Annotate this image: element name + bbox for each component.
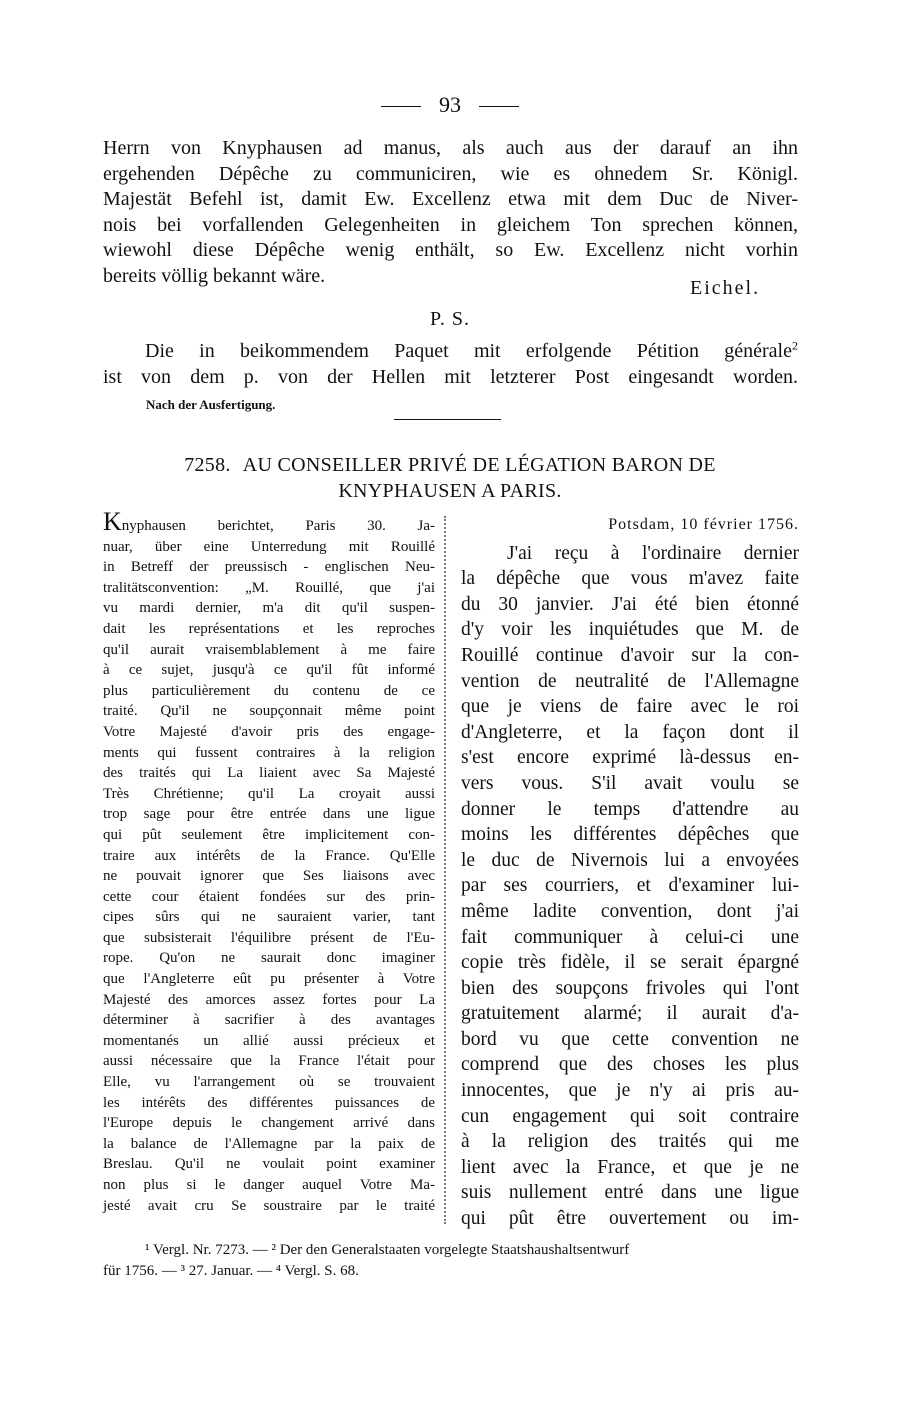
page-header	[0, 92, 900, 118]
summary-line: trop sage pour être entrée dans une ligue	[103, 806, 435, 823]
ps-paragraph	[103, 338, 798, 390]
letter-line: gratuitement alarmé; il aurait d'a-	[461, 1003, 799, 1025]
source-note: Nach der Ausfertigung.	[146, 397, 276, 412]
summary-line: non plus si le danger auquel Votre Ma-	[103, 1177, 435, 1193]
summary-column	[103, 507, 435, 1216]
document-title	[118, 452, 782, 504]
drop-initial: K	[103, 507, 122, 536]
footnote-mark: 2	[792, 338, 798, 353]
summary-line: tralitätsconvention: „M. Rouillé, que j'ai	[103, 579, 435, 596]
summary-line: Breslau. Qu'il ne voulait point examiner	[103, 1156, 435, 1173]
summary-line: jesté avait cru Se soustraire par le traité	[103, 1197, 435, 1214]
letter-line: comprend que des choses les plus	[461, 1054, 799, 1076]
ps-line: Die in beikommendem Paquet mit erfolgende Pétition générale$^2$	[145, 338, 798, 362]
letter-line: qui pût être ouvertement ou im-	[461, 1208, 799, 1230]
summary-line: ments qui fussent contraires à la religion	[103, 744, 435, 761]
summary-line: déterminer à sacrifier à des avantages	[103, 1012, 435, 1029]
letter-line: lient avec la France, et que je ne	[461, 1156, 799, 1178]
header-rule-right	[479, 106, 519, 107]
ps-line: ist von dem p. von der Hellen mit letzterer Post eingesandt worden.	[103, 366, 798, 388]
letter-line: suis nullement entré dans une ligue	[461, 1182, 799, 1204]
ps-heading: P. S.	[429, 308, 471, 330]
intro-line: ergehenden Dépêche zu communiciren, wie es ohnedem Sr. Königl.	[103, 162, 798, 185]
summary-line: que subsisterait l'équilibre présent de l'Eu-	[103, 929, 435, 946]
document-number: 7258.	[184, 454, 231, 476]
signature: Eichel.	[690, 277, 761, 299]
letter-line: J'ai reçu à l'ordinaire dernier	[507, 542, 799, 564]
summary-line: aussi nécessaire que la France l'était pour	[103, 1053, 435, 1070]
summary-line: la balance de l'Allemagne par la paix de	[103, 1135, 435, 1152]
intro-line: Herrn von Knyphausen ad manus, als auch aus der darauf an ihn	[103, 137, 798, 159]
summary-line: les intérêts des différentes puissances de	[103, 1094, 435, 1111]
summary-line: in Betreff der preussisch - englischen Neu-	[103, 559, 435, 576]
summary-line: rope. Qu'on ne saurait donc imaginer	[103, 950, 435, 967]
summary-line: qui pût seulement être implicitement con-	[103, 826, 435, 843]
letter-line: du 30 janvier. J'ai été bien étonné	[461, 593, 799, 615]
letter-line: innocentes, que je n'y ai pris au-	[461, 1080, 799, 1102]
letter-line: donner le temps d'attendre au	[461, 798, 799, 820]
place-date: Potsdam, 10 février 1756.	[608, 516, 799, 533]
letter-line: Rouillé continue d'avoir sur la con-	[461, 644, 799, 666]
letter-line: le duc de Nivernois lui a envoyées	[461, 849, 799, 871]
letter-line: bien des soupçons frivoles qui l'ont	[461, 977, 799, 999]
intro-line: Majestät Befehl ist, damit Ew. Excellenz etwa mit dem Duc de Niver-	[103, 188, 798, 210]
summary-line: cette cour étaient fondées sur des prin-	[103, 888, 435, 905]
letter-line: bord vu que cette convention ne	[461, 1028, 799, 1050]
summary-line: Elle, vu l'arrangement où se trouvaient	[103, 1074, 435, 1091]
letter-line: vers vous. S'il avait voulu se	[461, 772, 799, 794]
letter-line: à la religion des traités qui me	[461, 1131, 799, 1153]
letter-column	[461, 512, 799, 1232]
title-line-2: KNYPHAUSEN A PARIS.	[338, 480, 562, 502]
intro-line: bereits völlig bekannt wäre.	[103, 264, 326, 287]
summary-line: des traités qui La liaient avec Sa Majesté	[103, 765, 435, 782]
summary-line: Majesté des amorces assez fortes pour La	[103, 991, 435, 1008]
letter-line: moins les différentes dépêches que	[461, 824, 799, 846]
summary-line: dait les représentations et les reproches	[103, 620, 435, 637]
summary-line: vu mardi dernier, m'a dit qu'il suspen-	[103, 600, 435, 617]
letter-line: la dépêche que vous m'avez faite	[461, 568, 799, 590]
footnotes	[103, 1240, 803, 1282]
page-number: 93	[439, 92, 461, 117]
footnote-line: ¹ Vergl. Nr. 7273. — ² Der den Generalstaaten vorgelegte Staatshaushaltsentwurf	[145, 1242, 630, 1258]
section-divider	[394, 419, 501, 420]
title-line-1: AU CONSEILLER PRIVÉ DE LÉGATION BARON DE	[242, 454, 716, 476]
summary-line: qu'il aurait vraisemblablement à me faire	[103, 641, 435, 658]
footnote-line: für 1756. — ³ 27. Januar. — ⁴ Vergl. S. 68.	[103, 1263, 359, 1279]
summary-line: traité. Qu'il ne soupçonnait même point	[103, 703, 435, 720]
summary-line: que l'Angleterre eût pu présenter à Votre	[103, 971, 435, 988]
letter-line: même ladite convention, dont j'ai	[461, 900, 799, 922]
header-rule-left	[381, 106, 421, 107]
summary-line: momentanés un allié aussi précieux et	[103, 1032, 435, 1049]
summary-line: l'Europe depuis le changement arrivé dans	[103, 1115, 435, 1132]
letter-line: s'est encore exprimé là-dessus en-	[461, 747, 799, 769]
letter-line: par ses courriers, et d'examiner lui-	[461, 875, 799, 897]
letter-line: que je viens de faire avec le roi	[461, 696, 799, 718]
intro-line: nois bei vorfallenden Gelegenheiten in gleichem Ton sprechen können,	[103, 213, 798, 236]
summary-line: cipes sûrs qui ne sauraient varier, tant	[103, 909, 435, 926]
summary-line: Knyphausen berichtet, Paris 30. Ja-	[103, 507, 435, 536]
intro-line: wiewohl diese Dépêche wenig enthält, so Ew. Excellenz nicht vorhin	[103, 239, 798, 261]
summary-line: ne pouvait ignorer que Ses liaisons avec	[103, 868, 435, 885]
summary-line: à ce sujet, jusqu'à ce qu'il fût informé	[103, 662, 435, 679]
letter-line: fait communiquer à celui-ci une	[461, 926, 799, 948]
letter-line: copie très fidèle, il se serait épargné	[461, 952, 799, 974]
column-separator	[444, 516, 446, 1224]
summary-line: Très Chrétienne; qu'il La croyait aussi	[103, 785, 435, 802]
letter-line: d'Angleterre, et la façon dont il	[461, 721, 799, 743]
letter-line: vention de neutralité de l'Allemagne	[461, 670, 799, 692]
summary-line: nuar, über eine Unterredung mit Rouillé	[103, 538, 435, 555]
summary-line: plus particulièrement du contenu de ce	[103, 682, 435, 699]
letter-line: d'y voir les inquiétudes que M. de	[461, 619, 799, 641]
summary-line: traire aux intérêts de la France. Qu'Elle	[103, 847, 435, 864]
intro-paragraph	[103, 136, 798, 289]
summary-line: Votre Majesté d'avoir pris des engage-	[103, 723, 435, 740]
letter-line: cun engagement qui soit contraire	[461, 1105, 799, 1127]
